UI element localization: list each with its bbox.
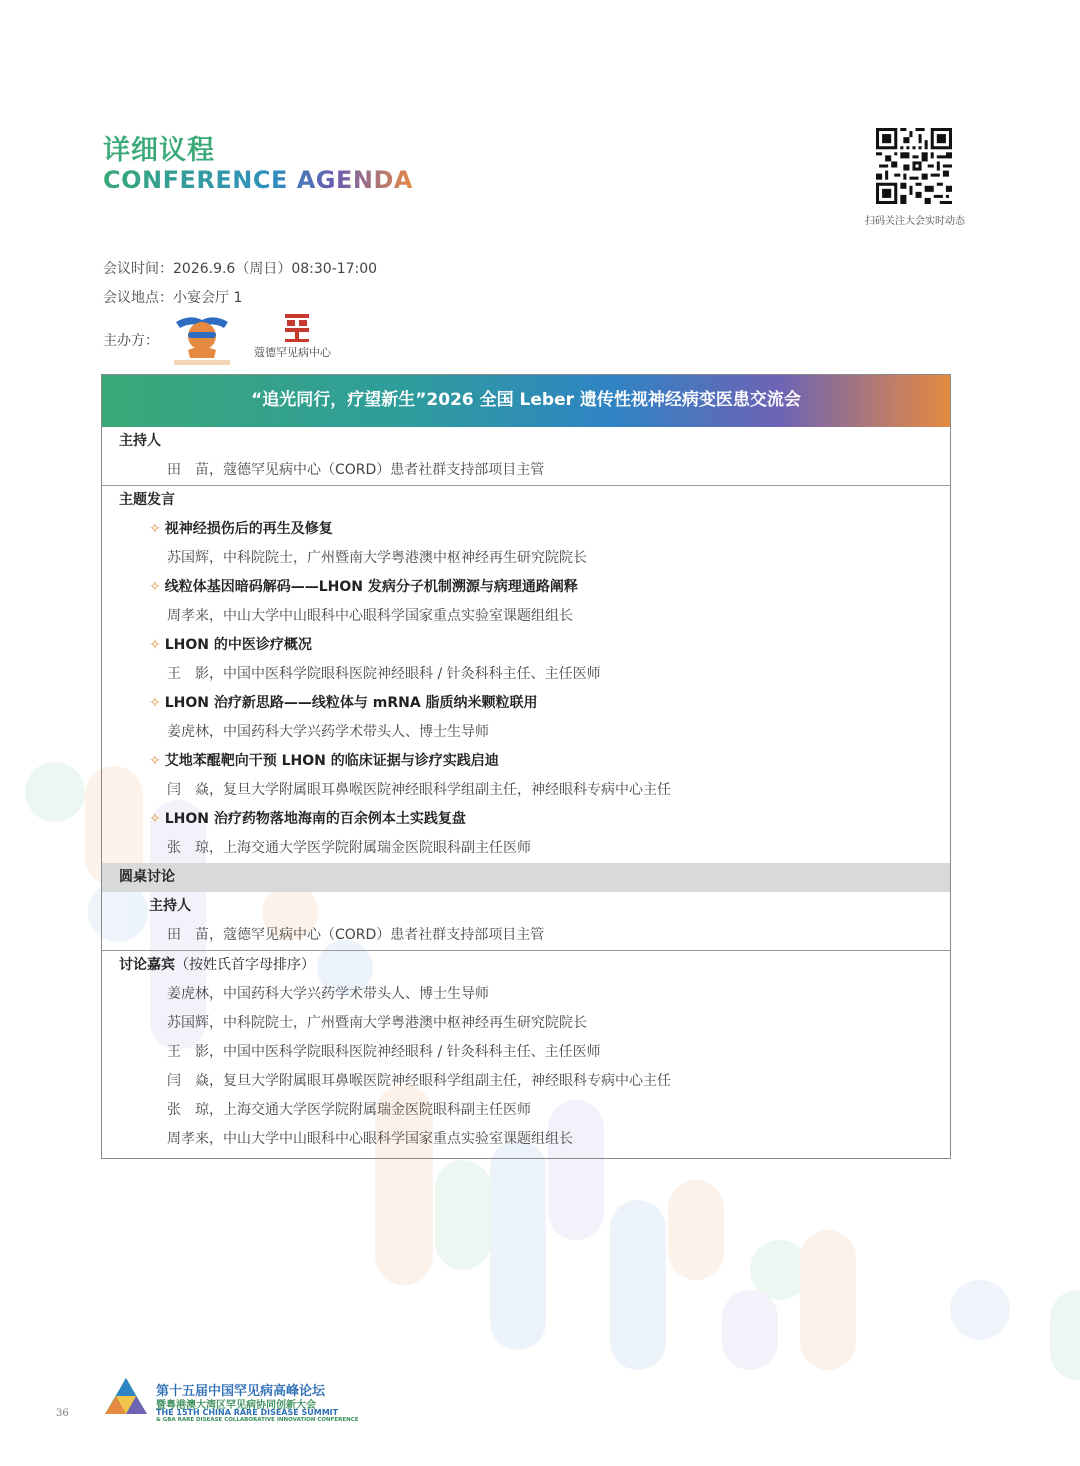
guest-item: 闫 焱，复旦大学附属眼耳鼻喉医院神经眼科学组副主任，神经眼科专病中心主任: [167, 1073, 671, 1089]
talk-title: ✧ LHON 治疗新思路——线粒体与 mRNA 脂质纳米颗粒联用: [149, 695, 538, 711]
summit-logo: [103, 1376, 149, 1420]
talk-speaker: 张 琼，上海交通大学医学院附属瑞金医院眼科副主任医师: [167, 840, 531, 856]
sparkle-icon: ✧: [149, 753, 161, 769]
agenda-table: [101, 374, 951, 1159]
guest-item: 张 琼，上海交通大学医学院附属瑞金医院眼科副主任医师: [167, 1102, 531, 1118]
sparkle-icon: ✧: [149, 579, 161, 595]
talk-speaker: 王 影，中国中医科学院眼科医院神经眼科 / 针灸科科主任、主任医师: [167, 666, 601, 682]
sparkle-icon: ✧: [149, 695, 161, 711]
talk-title: ✧ LHON 的中医诊疗概况: [149, 637, 312, 653]
guest-item: 姜虎林，中国药科大学兴药学术带头人、博士生导师: [167, 986, 489, 1002]
page-number: 36: [56, 1408, 69, 1419]
talk-title: ✧ 视神经损伤后的再生及修复: [149, 521, 333, 537]
organizers-label: 主办方：: [103, 333, 159, 349]
page-title: 详细议程: [103, 135, 215, 166]
guest-item: 苏国辉，中科院院士，广州暨南大学粤港澳中枢神经再生研究院院长: [167, 1015, 587, 1031]
organizer-cord-name: 蔻德罕见病中心: [254, 346, 331, 359]
guests-section-label: 讨论嘉宾（按姓氏首字母排序）: [102, 950, 950, 980]
talk-speaker: 姜虎林，中国药科大学兴药学术带头人、博士生导师: [167, 724, 489, 740]
talk-speaker: 苏国辉，中科院院士，广州暨南大学粤港澳中枢神经再生研究院院长: [167, 550, 587, 566]
guest-item: 周孝来，中山大学中山眼科中心眼科学国家重点实验室课题组组长: [167, 1131, 573, 1147]
agenda-banner: “追光同行，疗望新生”2026 全国 Leber 遗传性视神经病变医患交流会: [102, 375, 950, 427]
sparkle-icon: ✧: [149, 521, 161, 537]
meeting-time: 会议时间：2026.9.6（周日）08:30-17:00: [103, 261, 378, 277]
guest-item: 王 影，中国中医科学院眼科医院神经眼科 / 针灸科科主任、主任医师: [167, 1044, 601, 1060]
roundtable-host-person: 田 苗，蔻德罕见病中心（CORD）患者社群支持部项目主管: [167, 927, 545, 943]
sparkle-icon: ✧: [149, 811, 161, 827]
sparkle-icon: ✧: [149, 637, 161, 653]
talk-speaker: 周孝来，中山大学中山眼科中心眼科学国家重点实验室课题组组长: [167, 608, 573, 624]
talk-title: ✧ 线粒体基因暗码解码——LHON 发病分子机制溯源与病理通路阐释: [149, 579, 578, 595]
talks-section-label: 主题发言: [102, 485, 950, 515]
footer-subtitle-cn: 暨粤港澳大湾区罕见病协同创新大会: [156, 1400, 316, 1411]
host-section-label: 主持人: [119, 433, 161, 449]
qr-caption: 扫码关注大会实时动态: [865, 216, 965, 227]
page-subtitle: CONFERENCE AGENDA: [103, 166, 413, 194]
qr-code-icon[interactable]: [876, 128, 952, 204]
talk-title: ✧ 艾地苯醌靶向干预 LHON 的临床证据与诊疗实践启迪: [149, 753, 499, 769]
guests-sort-note: （按姓氏首字母排序）: [175, 957, 315, 973]
footer-subtitle-en: & GBA RARE DISEASE COLLABORATIVE INNOVATION CONFERENCE: [156, 1417, 359, 1423]
footer-title-en: THE 15TH CHINA RARE DISEASE SUMMIT: [156, 1408, 339, 1417]
roundtable-section-label: 圆桌讨论: [102, 863, 950, 892]
footer-title-cn: 第十五届中国罕见病高峰论坛: [156, 1384, 326, 1399]
talk-title: ✧ LHON 治疗药物落地海南的百余例本土实践复盘: [149, 811, 466, 827]
organizer-logo-leber: [170, 312, 234, 366]
meeting-venue: 会议地点：小宴会厅 1: [103, 290, 243, 306]
host-person: 田 苗，蔻德罕见病中心（CORD）患者社群支持部项目主管: [167, 462, 545, 478]
roundtable-host-label: 主持人: [149, 898, 191, 914]
talk-speaker: 闫 焱，复旦大学附属眼耳鼻喉医院神经眼科学组副主任，神经眼科专病中心主任: [167, 782, 671, 798]
